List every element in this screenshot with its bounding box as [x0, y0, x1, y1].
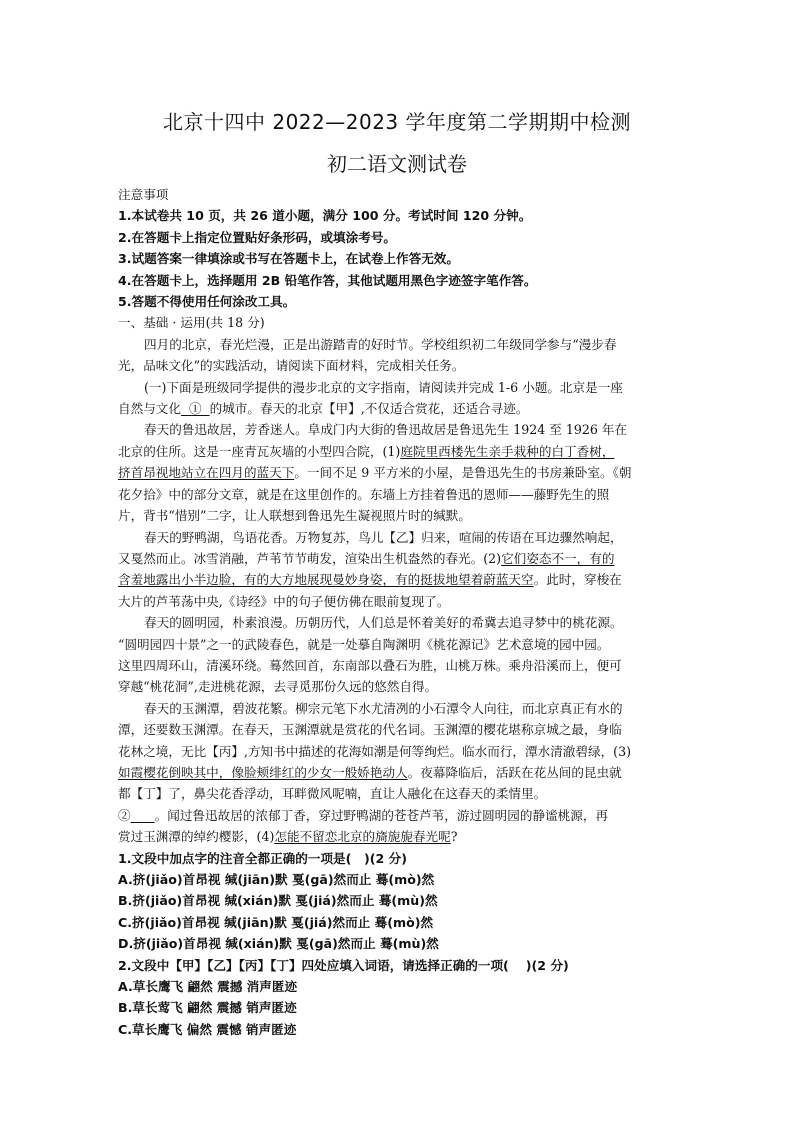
underlined-sentence-1: 挤首昂视地站立在四月的蓝天下 [118, 465, 295, 481]
fill-blank-1: ① [180, 401, 210, 417]
passage-line: “圆明园四十景”之一的武陵春色，就是一处摹自陶渊明《桃花源记》艺术意境的园中园。 [118, 636, 610, 652]
question-option: A.挤(jiǎo)首昂视 缄(jiān)默 戛(gā)然而止 蓦(mò)然 [118, 872, 435, 887]
underlined-sentence-3: 如霞樱花倒映其中，像脸颊绯红的少女一般娇艳动人 [118, 764, 408, 780]
passage-line: 花林之境，无比【丙】,方知书中描述的花海如潮是何等绚烂。临水而行，潭水清澈碧绿，(3) [118, 743, 631, 759]
passage-line: 自然与文化 ① 的城市。春天的北京【甲】,不仅适合赏花，还适合寻迹。 [118, 401, 529, 417]
notice-item: 2.在答题卡上指定位置贴好条形码，或填涂考号。 [118, 229, 397, 245]
passage-line: 又戛然而止。冰雪消融，芦苇节节萌发，渲染出生机盎然的春光。(2)它们姿态不一，有的 [118, 550, 615, 566]
passage-line: 赏过玉渊潭的绰约樱影，(4)怎能不留恋北京的旖旎旎春光呢? [118, 829, 458, 845]
question-option: C.草长鹰飞 偏然 震憾 销声匿迹 [118, 1021, 297, 1037]
intro-line: 四月的北京，春光烂漫，正是出游踏青的好时节。学校组织初二年级同学参与“漫步春 [144, 336, 617, 352]
notice-item: 4.在答题卡上，选择题用 2B 铅笔作答，其他试题用黑色字迹签字笔作答。 [118, 272, 537, 288]
fill-blank-2 [131, 808, 155, 823]
passage-line: ② 。闻过鲁迅故居的浓郁丁香，穿过野鸭湖的苍苍芦苇，游过圆明园的静谧桃源，再 [118, 807, 608, 823]
passage-line: 片，背书“惜别”二字，让人联想到鲁迅先生凝视照片时的缄默。 [118, 508, 471, 524]
underlined-sentence-1: 庭院里西楼先生亲手栽种的白丁香树， [400, 443, 615, 459]
passage-line: 春天的圆明园，朴素浪漫。历朝历代，人们总是怀着美好的希冀去追寻梦中的桃花源。 [144, 615, 623, 631]
underlined-sentence-2: 含羞地露出小半边脸，有的大方地展现曼妙身姿，有的挺拔地望着蔚蓝天空 [118, 572, 534, 588]
passage-line: 穿越“桃花洞”,走进桃花源，去寻觅那份久远的悠然自得。 [118, 679, 438, 695]
passage-line: 春天的鲁迅故居，芳香迷人。阜成门内大街的鲁迅故居是鲁迅先生 1924 至 1926 年在 [144, 422, 628, 438]
passage-line: 春天的野鸭湖，鸟语花香。万物复苏，鸟儿【乙】归来，喧闹的传语在耳边骤然响起， [144, 529, 623, 545]
question-option: B.挤(jiǎo)首昂视 缄(xián)默 戛(jiá)然而止 蓦(mù)然 [118, 893, 438, 909]
question-option: D.挤(jiǎo)首昂视 缄(xián)默 戛(gā)然而止 蓦(mù)然 [118, 936, 439, 952]
passage-line: 大片的芦苇荡中央,《诗经》中的句子便仿佛在眼前复现了。 [118, 593, 450, 609]
passage-line: 如霞樱花倒映其中，像脸颊绯红的少女一般娇艳动人。夜幕降临后，活跃在花丛间的昆虫就 [118, 764, 622, 780]
passage-line: 春天的玉渊潭，碧波花繁。柳宗元笔下水尤清冽的小石潭令人向往，而北京真正有水的 [144, 700, 623, 716]
passage-line: (一)下面是班级同学提供的漫步北京的文字指南，请阅读并完成 1-6 小题。北京是一座 [144, 379, 623, 395]
passage-line: 北京的住所。这是一座青瓦灰墙的小型四合院，(1)庭院里西楼先生亲手栽种的白丁香树， [118, 443, 615, 459]
passage-line: 含羞地露出小半边脸，有的大方地展现曼妙身姿，有的挺拔地望着蔚蓝天空。此时，穿梭在 [118, 572, 622, 588]
passage-line: 潭，还要数玉渊潭。在春天，玉渊潭就是赏花的代名词。玉渊潭的樱花堪称京城之最，身临 [118, 722, 622, 738]
intro-line: 光，品味文化”的实践活动，请阅读下面材料，完成相关任务。 [118, 358, 465, 374]
question-option: C.挤(jiǎo)首昂视 缄(jiān)默 戛(jiá)然而止 蓦(mò)然 [118, 914, 434, 930]
question-option: B.草长莺飞 翩然 震撼 销声匿迹 [118, 1000, 297, 1016]
notice-item: 3.试题答案一律填涂或书写在答题卡上，在试卷上作答无效。 [118, 251, 459, 267]
section-heading: 一、基础 · 运用(共 18 分) [118, 315, 265, 331]
passage-line: 这里四周环山，清溪环绕。蓦然回首，东南部以叠石为胜，山桃万株。乘舟沿溪而上，便可 [118, 657, 622, 673]
passage-line: 都【丁】了，鼻尖花香浮动，耳畔微风呢喃，直让人融化在这春天的柔情里。 [118, 786, 547, 802]
question-stem: 1.文段中加点字的注音全都正确的一项是( )(2 分) [118, 850, 407, 866]
notice-item: 5.答题不得使用任何涂改工具。 [118, 294, 296, 310]
underlined-sentence-2: 它们姿态不一，有的 [501, 550, 615, 566]
exam-title: 北京十四中 2022—2023 学年度第二学期期中检测 [162, 110, 631, 134]
underlined-sentence-4: 怎能不留恋北京的旖旎旎春光呢 [274, 829, 451, 845]
exam-subtitle: 初二语文测试卷 [327, 152, 467, 176]
notice-item: 1.本试卷共 10 页，共 26 道小题，满分 100 分。考试时间 120 分钟。 [118, 208, 532, 224]
passage-line: 花夕拾》中的部分文章，就是在这里创作的。东墙上方挂着鲁迅的恩师——藤野先生的照 [118, 486, 610, 502]
question-option: A.草长鹰飞 翩然 震撼 消声匿迹 [118, 979, 298, 995]
exam-body [118, 184, 678, 1040]
question-stem: 2.文段中【甲】【乙】【丙】【丁】四处应填入词语，请选择正确的一项( )(2 分) [118, 957, 569, 973]
passage-line: 挤首昂视地站立在四月的蓝天下。一间不足 9 平方米的小屋，是鲁迅先生的书房兼卧室。《朝 [118, 465, 632, 481]
notice-heading: 注意事项 [118, 187, 169, 202]
